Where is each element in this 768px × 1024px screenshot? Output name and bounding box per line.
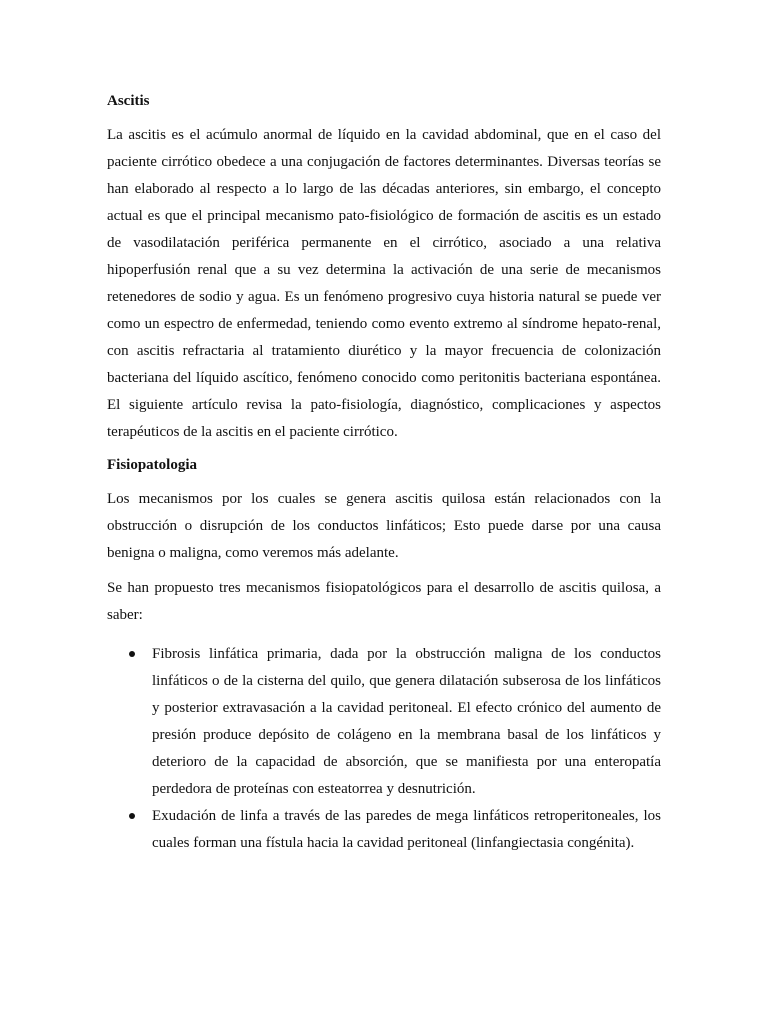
paragraph-mecanismos: Los mecanismos por los cuales se genera ascitis quilosa están relacionados con la obstrucción o disrupción de los conductos linfáticos; Esto puede darse por una causa benigna o maligna, como veremos más adelante.: [107, 491, 661, 561]
list-item-text: Exudación de linfa a través de las paredes de mega linfáticos retroperitoneales, los cuales forman una fístula hacia la cavidad peritoneal (linfangiectasia congénita).: [152, 808, 661, 851]
paragraph-propuestos: Se han propuesto tres mecanismos fisiopatológicos para el desarrollo de ascitis quilosa, a saber:: [107, 580, 661, 623]
document-page: [107, 90, 661, 857]
paragraph-ascitis-intro: La ascitis es el acúmulo anormal de líquido en la cavidad abdominal, que en el caso del paciente cirrótico obedece a una conjugación de factores determinantes. Diversas teorías se han elaborado al respecto a lo largo de las décadas anteriores, sin embargo, el concepto actual es que el principal mecanismo pato-fisiológico de formación de ascitis es un estado de vasodilatación periférica permanente en el cirrótico, asociado a una relativa hipoperfusión renal que a su vez determina la activación de una serie de mecanismos retenedores de sodio y agua. Es un fenómeno progresivo cuya historia natural se puede ver como un espectro de enfermedad, teniendo como evento extremo al síndrome hepato-renal, con ascitis refractaria al tratamiento diurético y la mayor frecuencia de colonización bacteriana del líquido ascítico, fenómeno conocido como peritonitis bacteriana espontánea. El siguiente artículo revisa la pato-fisiología, diagnóstico, complicaciones y aspectos terapéuticos de la ascitis en el paciente cirrótico.: [107, 127, 661, 440]
list-item: [107, 641, 661, 803]
list-item-text: Fibrosis linfática primaria, dada por la obstrucción maligna de los conductos linfáticos o de la cisterna del quilo, que genera dilatación subserosa de los linfáticos y posterior extravasación a la cavidad peritoneal. El efecto crónico del aumento de presión produce depósito de colágeno en la membrana basal de los linfáticos y deterioro de la capacidad de absorción, que se manifiesta por una enteropatía perdedora de proteínas con esteatorrea y desnutrición.: [152, 646, 661, 797]
section-heading-fisiopatologia: Fisiopatologia: [107, 457, 198, 473]
section-heading-ascitis: Ascitis: [107, 93, 150, 109]
mechanism-list: [107, 641, 661, 857]
bullet-icon: [129, 651, 135, 657]
bullet-icon: [129, 813, 135, 819]
list-item: [107, 803, 661, 857]
